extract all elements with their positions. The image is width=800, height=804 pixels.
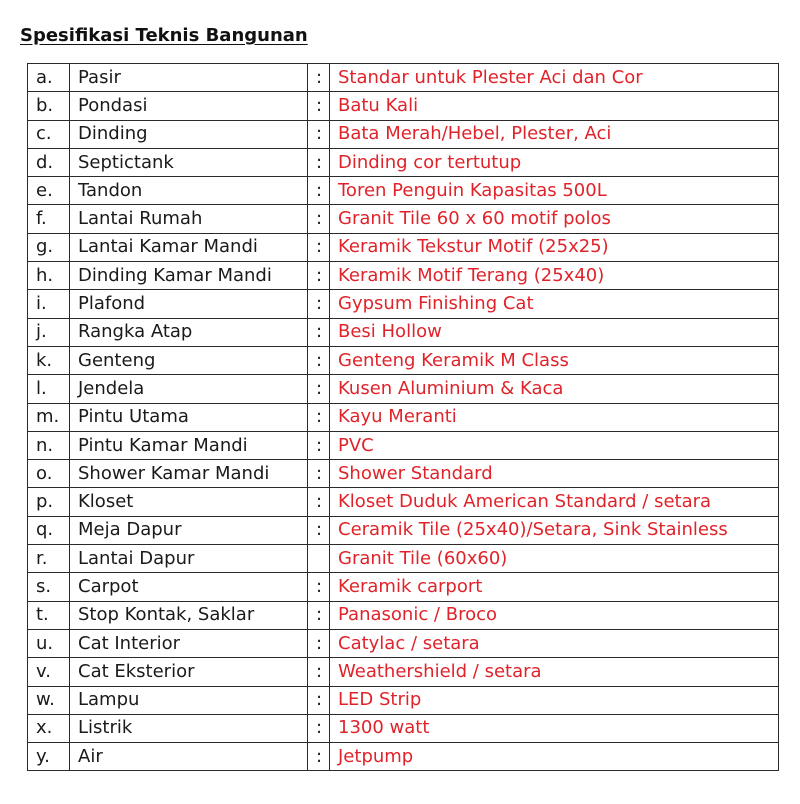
table-row	[28, 120, 779, 148]
spec-table-body	[28, 64, 779, 771]
row-value: Bata Merah/Hebel, Plester, Aci	[330, 120, 779, 148]
row-separator: :	[308, 64, 330, 92]
row-item-label: Carpot	[70, 573, 308, 601]
spec-table	[27, 63, 779, 771]
row-value: Weathershield / setara	[330, 658, 779, 686]
row-item-label: Genteng	[70, 346, 308, 374]
row-letter: g.	[28, 233, 70, 261]
row-value: Keramik carport	[330, 573, 779, 601]
table-row	[28, 177, 779, 205]
row-letter: d.	[28, 148, 70, 176]
row-item-label: Septictank	[70, 148, 308, 176]
row-letter: x.	[28, 714, 70, 742]
row-letter: i.	[28, 290, 70, 318]
row-item-label: Kloset	[70, 488, 308, 516]
row-value: Standar untuk Plester Aci dan Cor	[330, 64, 779, 92]
row-value: Kayu Meranti	[330, 403, 779, 431]
row-separator: :	[308, 92, 330, 120]
table-row	[28, 488, 779, 516]
row-item-label: Lantai Kamar Mandi	[70, 233, 308, 261]
row-separator: :	[308, 205, 330, 233]
row-item-label: Stop Kontak, Saklar	[70, 601, 308, 629]
row-item-label: Tandon	[70, 177, 308, 205]
row-separator: :	[308, 601, 330, 629]
row-separator: :	[308, 629, 330, 657]
row-separator: :	[308, 573, 330, 601]
row-value: Granit Tile 60 x 60 motif polos	[330, 205, 779, 233]
row-separator: :	[308, 431, 330, 459]
row-value: Jetpump	[330, 743, 779, 771]
row-letter: w.	[28, 686, 70, 714]
row-value: Ceramik Tile (25x40)/Setara, Sink Stainless	[330, 516, 779, 544]
row-value: Toren Penguin Kapasitas 500L	[330, 177, 779, 205]
row-letter: b.	[28, 92, 70, 120]
row-item-label: Pondasi	[70, 92, 308, 120]
row-item-label: Meja Dapur	[70, 516, 308, 544]
row-letter: j.	[28, 318, 70, 346]
table-row	[28, 64, 779, 92]
row-separator: :	[308, 346, 330, 374]
row-letter: c.	[28, 120, 70, 148]
row-letter: k.	[28, 346, 70, 374]
row-item-label: Air	[70, 743, 308, 771]
row-separator: :	[308, 658, 330, 686]
row-value: LED Strip	[330, 686, 779, 714]
table-row	[28, 658, 779, 686]
row-letter: u.	[28, 629, 70, 657]
table-row	[28, 262, 779, 290]
row-separator: :	[308, 403, 330, 431]
row-separator	[308, 545, 330, 573]
table-row	[28, 233, 779, 261]
table-row	[28, 290, 779, 318]
table-row	[28, 573, 779, 601]
table-row	[28, 629, 779, 657]
row-item-label: Cat Interior	[70, 629, 308, 657]
table-row	[28, 92, 779, 120]
row-value: PVC	[330, 431, 779, 459]
row-letter: e.	[28, 177, 70, 205]
row-letter: f.	[28, 205, 70, 233]
table-row	[28, 375, 779, 403]
row-separator: :	[308, 120, 330, 148]
row-letter: a.	[28, 64, 70, 92]
row-letter: o.	[28, 460, 70, 488]
row-value: Batu Kali	[330, 92, 779, 120]
row-item-label: Lantai Dapur	[70, 545, 308, 573]
page-title: Spesifikasi Teknis Bangunan	[20, 25, 308, 46]
row-letter: h.	[28, 262, 70, 290]
row-item-label: Listrik	[70, 714, 308, 742]
row-letter: y.	[28, 743, 70, 771]
row-letter: p.	[28, 488, 70, 516]
row-item-label: Rangka Atap	[70, 318, 308, 346]
table-row	[28, 714, 779, 742]
table-row	[28, 545, 779, 573]
row-separator: :	[308, 714, 330, 742]
row-value: Panasonic / Broco	[330, 601, 779, 629]
row-value: 1300 watt	[330, 714, 779, 742]
table-row	[28, 601, 779, 629]
row-value: Keramik Motif Terang (25x40)	[330, 262, 779, 290]
table-row	[28, 346, 779, 374]
row-value: Besi Hollow	[330, 318, 779, 346]
row-separator: :	[308, 743, 330, 771]
row-value: Shower Standard	[330, 460, 779, 488]
table-row	[28, 431, 779, 459]
table-row	[28, 460, 779, 488]
row-letter: q.	[28, 516, 70, 544]
row-letter: r.	[28, 545, 70, 573]
row-item-label: Cat Eksterior	[70, 658, 308, 686]
row-separator: :	[308, 375, 330, 403]
row-letter: t.	[28, 601, 70, 629]
row-item-label: Pintu Kamar Mandi	[70, 431, 308, 459]
row-letter: l.	[28, 375, 70, 403]
row-value: Catylac / setara	[330, 629, 779, 657]
row-item-label: Jendela	[70, 375, 308, 403]
row-separator: :	[308, 233, 330, 261]
row-item-label: Pintu Utama	[70, 403, 308, 431]
row-separator: :	[308, 686, 330, 714]
row-letter: v.	[28, 658, 70, 686]
row-item-label: Lantai Rumah	[70, 205, 308, 233]
row-value: Genteng Keramik M Class	[330, 346, 779, 374]
row-value: Kusen Aluminium & Kaca	[330, 375, 779, 403]
row-separator: :	[308, 516, 330, 544]
row-value: Granit Tile (60x60)	[330, 545, 779, 573]
table-row	[28, 743, 779, 771]
row-value: Kloset Duduk American Standard / setara	[330, 488, 779, 516]
row-value: Keramik Tekstur Motif (25x25)	[330, 233, 779, 261]
row-separator: :	[308, 460, 330, 488]
row-item-label: Lampu	[70, 686, 308, 714]
table-row	[28, 516, 779, 544]
row-letter: n.	[28, 431, 70, 459]
row-separator: :	[308, 148, 330, 176]
row-separator: :	[308, 318, 330, 346]
table-row	[28, 205, 779, 233]
row-item-label: Plafond	[70, 290, 308, 318]
row-item-label: Shower Kamar Mandi	[70, 460, 308, 488]
row-letter: m.	[28, 403, 70, 431]
table-row	[28, 318, 779, 346]
table-row	[28, 148, 779, 176]
row-separator: :	[308, 290, 330, 318]
table-row	[28, 686, 779, 714]
table-row	[28, 403, 779, 431]
row-value: Dinding cor tertutup	[330, 148, 779, 176]
row-item-label: Dinding	[70, 120, 308, 148]
row-letter: s.	[28, 573, 70, 601]
row-item-label: Pasir	[70, 64, 308, 92]
row-item-label: Dinding Kamar Mandi	[70, 262, 308, 290]
row-separator: :	[308, 262, 330, 290]
row-separator: :	[308, 177, 330, 205]
row-value: Gypsum Finishing Cat	[330, 290, 779, 318]
row-separator: :	[308, 488, 330, 516]
